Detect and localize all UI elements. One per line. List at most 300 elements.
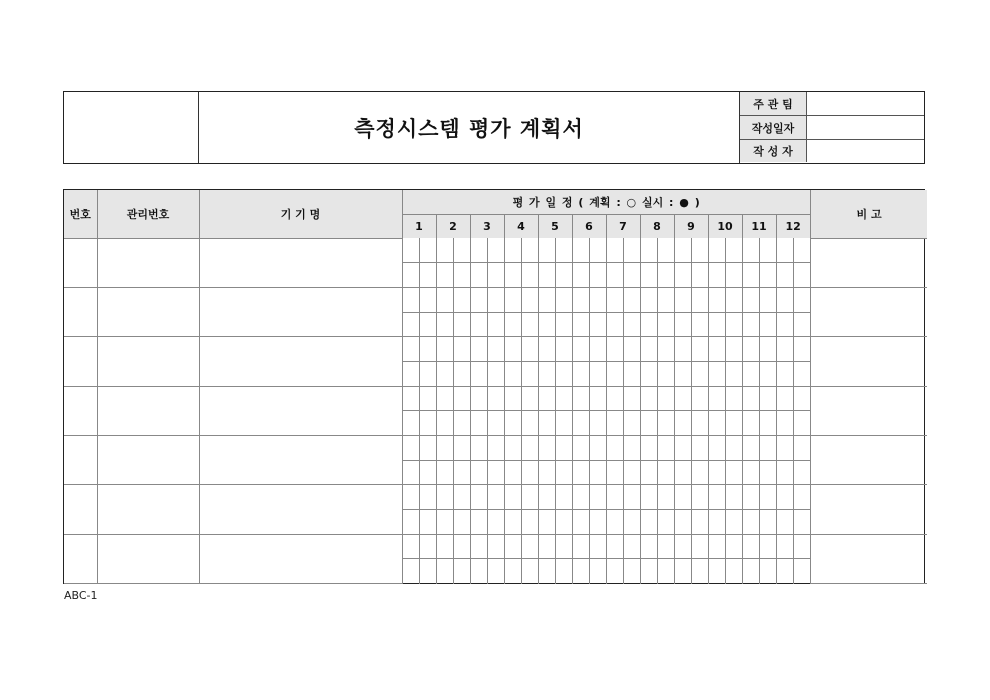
schedule-cell[interactable] (402, 337, 419, 362)
schedule-cell[interactable] (606, 287, 623, 312)
schedule-cell[interactable] (419, 263, 436, 288)
schedule-cell[interactable] (742, 559, 759, 584)
schedule-cell[interactable] (572, 510, 589, 535)
schedule-cell[interactable] (776, 386, 793, 411)
schedule-cell[interactable] (725, 287, 742, 312)
schedule-cell[interactable] (606, 559, 623, 584)
schedule-cell[interactable] (436, 510, 453, 535)
schedule-cell[interactable] (470, 386, 487, 411)
schedule-cell[interactable] (776, 534, 793, 559)
schedule-cell[interactable] (674, 485, 691, 510)
schedule-cell[interactable] (759, 436, 776, 461)
schedule-cell[interactable] (606, 510, 623, 535)
schedule-cell[interactable] (589, 411, 606, 436)
schedule-cell[interactable] (436, 559, 453, 584)
schedule-cell[interactable] (589, 510, 606, 535)
schedule-cell[interactable] (759, 485, 776, 510)
schedule-cell[interactable] (589, 436, 606, 461)
schedule-cell[interactable] (487, 411, 504, 436)
schedule-cell[interactable] (708, 312, 725, 337)
schedule-cell[interactable] (402, 287, 419, 312)
schedule-cell[interactable] (623, 312, 640, 337)
schedule-cell[interactable] (674, 361, 691, 386)
entry-instrument-cell[interactable] (199, 534, 402, 583)
schedule-cell[interactable] (589, 485, 606, 510)
entry-mgmt-no-cell[interactable] (97, 287, 199, 336)
schedule-cell[interactable] (759, 386, 776, 411)
schedule-cell[interactable] (742, 361, 759, 386)
schedule-cell[interactable] (759, 337, 776, 362)
schedule-cell[interactable] (691, 411, 708, 436)
schedule-cell[interactable] (725, 361, 742, 386)
schedule-cell[interactable] (623, 411, 640, 436)
schedule-cell[interactable] (793, 361, 810, 386)
schedule-cell[interactable] (572, 337, 589, 362)
schedule-cell[interactable] (657, 485, 674, 510)
schedule-cell[interactable] (708, 460, 725, 485)
schedule-cell[interactable] (572, 559, 589, 584)
schedule-cell[interactable] (725, 411, 742, 436)
schedule-cell[interactable] (453, 361, 470, 386)
schedule-cell[interactable] (640, 337, 657, 362)
schedule-cell[interactable] (793, 287, 810, 312)
schedule-cell[interactable] (572, 386, 589, 411)
schedule-cell[interactable] (657, 361, 674, 386)
schedule-cell[interactable] (538, 386, 555, 411)
schedule-cell[interactable] (793, 436, 810, 461)
entry-remarks-cell[interactable] (810, 534, 927, 583)
schedule-cell[interactable] (708, 559, 725, 584)
schedule-cell[interactable] (521, 337, 538, 362)
schedule-cell[interactable] (674, 460, 691, 485)
schedule-cell[interactable] (521, 559, 538, 584)
schedule-cell[interactable] (402, 510, 419, 535)
entry-instrument-cell[interactable] (199, 337, 402, 386)
schedule-cell[interactable] (504, 287, 521, 312)
schedule-cell[interactable] (555, 510, 572, 535)
schedule-cell[interactable] (742, 337, 759, 362)
schedule-cell[interactable] (538, 361, 555, 386)
schedule-cell[interactable] (419, 337, 436, 362)
schedule-cell[interactable] (555, 534, 572, 559)
schedule-cell[interactable] (759, 312, 776, 337)
schedule-cell[interactable] (623, 534, 640, 559)
schedule-cell[interactable] (793, 337, 810, 362)
schedule-cell[interactable] (759, 559, 776, 584)
schedule-cell[interactable] (708, 534, 725, 559)
schedule-cell[interactable] (589, 386, 606, 411)
schedule-cell[interactable] (674, 510, 691, 535)
schedule-cell[interactable] (589, 460, 606, 485)
schedule-cell[interactable] (640, 510, 657, 535)
schedule-cell[interactable] (623, 460, 640, 485)
schedule-cell[interactable] (657, 238, 674, 263)
schedule-cell[interactable] (470, 361, 487, 386)
schedule-cell[interactable] (776, 361, 793, 386)
schedule-cell[interactable] (640, 238, 657, 263)
schedule-cell[interactable] (555, 238, 572, 263)
schedule-cell[interactable] (487, 386, 504, 411)
schedule-cell[interactable] (793, 559, 810, 584)
schedule-cell[interactable] (487, 312, 504, 337)
schedule-cell[interactable] (708, 337, 725, 362)
entry-mgmt-no-cell[interactable] (97, 386, 199, 435)
schedule-cell[interactable] (436, 386, 453, 411)
schedule-cell[interactable] (640, 485, 657, 510)
schedule-cell[interactable] (708, 263, 725, 288)
entry-no-cell[interactable] (64, 287, 97, 336)
schedule-cell[interactable] (487, 337, 504, 362)
schedule-cell[interactable] (640, 287, 657, 312)
entry-mgmt-no-cell[interactable] (97, 337, 199, 386)
schedule-cell[interactable] (742, 386, 759, 411)
entry-no-cell[interactable] (64, 238, 97, 287)
schedule-cell[interactable] (759, 460, 776, 485)
schedule-cell[interactable] (504, 411, 521, 436)
schedule-cell[interactable] (436, 312, 453, 337)
entry-remarks-cell[interactable] (810, 287, 927, 336)
schedule-cell[interactable] (538, 287, 555, 312)
schedule-cell[interactable] (708, 361, 725, 386)
schedule-cell[interactable] (759, 263, 776, 288)
schedule-cell[interactable] (742, 238, 759, 263)
schedule-cell[interactable] (725, 534, 742, 559)
schedule-cell[interactable] (657, 559, 674, 584)
schedule-cell[interactable] (572, 312, 589, 337)
schedule-cell[interactable] (776, 263, 793, 288)
schedule-cell[interactable] (419, 534, 436, 559)
schedule-cell[interactable] (504, 386, 521, 411)
schedule-cell[interactable] (793, 263, 810, 288)
schedule-cell[interactable] (606, 411, 623, 436)
schedule-cell[interactable] (453, 485, 470, 510)
schedule-cell[interactable] (725, 436, 742, 461)
schedule-cell[interactable] (657, 263, 674, 288)
schedule-cell[interactable] (691, 510, 708, 535)
schedule-cell[interactable] (521, 460, 538, 485)
schedule-cell[interactable] (674, 337, 691, 362)
schedule-cell[interactable] (657, 312, 674, 337)
schedule-cell[interactable] (419, 361, 436, 386)
entry-instrument-cell[interactable] (199, 386, 402, 435)
schedule-cell[interactable] (470, 312, 487, 337)
schedule-cell[interactable] (504, 337, 521, 362)
schedule-cell[interactable] (606, 312, 623, 337)
schedule-cell[interactable] (555, 436, 572, 461)
schedule-cell[interactable] (521, 386, 538, 411)
schedule-cell[interactable] (674, 534, 691, 559)
schedule-cell[interactable] (776, 238, 793, 263)
schedule-cell[interactable] (521, 263, 538, 288)
entry-instrument-cell[interactable] (199, 485, 402, 534)
schedule-cell[interactable] (487, 361, 504, 386)
schedule-cell[interactable] (402, 263, 419, 288)
schedule-cell[interactable] (691, 312, 708, 337)
schedule-cell[interactable] (657, 460, 674, 485)
schedule-cell[interactable] (674, 263, 691, 288)
schedule-cell[interactable] (674, 238, 691, 263)
schedule-cell[interactable] (759, 534, 776, 559)
schedule-cell[interactable] (725, 559, 742, 584)
schedule-cell[interactable] (470, 534, 487, 559)
schedule-cell[interactable] (487, 559, 504, 584)
schedule-cell[interactable] (691, 485, 708, 510)
schedule-cell[interactable] (487, 436, 504, 461)
schedule-cell[interactable] (555, 263, 572, 288)
schedule-cell[interactable] (419, 312, 436, 337)
schedule-cell[interactable] (504, 263, 521, 288)
schedule-cell[interactable] (674, 386, 691, 411)
schedule-cell[interactable] (436, 238, 453, 263)
entry-mgmt-no-cell[interactable] (97, 485, 199, 534)
schedule-cell[interactable] (589, 559, 606, 584)
entry-no-cell[interactable] (64, 534, 97, 583)
schedule-cell[interactable] (521, 510, 538, 535)
approval-value-author[interactable] (807, 140, 924, 162)
schedule-cell[interactable] (572, 436, 589, 461)
schedule-cell[interactable] (538, 263, 555, 288)
schedule-cell[interactable] (402, 485, 419, 510)
schedule-cell[interactable] (657, 337, 674, 362)
schedule-cell[interactable] (453, 312, 470, 337)
schedule-cell[interactable] (453, 238, 470, 263)
schedule-cell[interactable] (521, 361, 538, 386)
schedule-cell[interactable] (657, 287, 674, 312)
schedule-cell[interactable] (640, 386, 657, 411)
schedule-cell[interactable] (436, 337, 453, 362)
schedule-cell[interactable] (538, 460, 555, 485)
schedule-cell[interactable] (538, 312, 555, 337)
schedule-cell[interactable] (402, 238, 419, 263)
schedule-cell[interactable] (708, 238, 725, 263)
entry-remarks-cell[interactable] (810, 337, 927, 386)
schedule-cell[interactable] (725, 263, 742, 288)
schedule-cell[interactable] (657, 510, 674, 535)
entry-mgmt-no-cell[interactable] (97, 436, 199, 485)
schedule-cell[interactable] (572, 485, 589, 510)
schedule-cell[interactable] (453, 263, 470, 288)
schedule-cell[interactable] (623, 287, 640, 312)
schedule-cell[interactable] (623, 510, 640, 535)
schedule-cell[interactable] (572, 238, 589, 263)
entry-no-cell[interactable] (64, 485, 97, 534)
schedule-cell[interactable] (436, 534, 453, 559)
schedule-cell[interactable] (589, 534, 606, 559)
schedule-cell[interactable] (470, 460, 487, 485)
schedule-cell[interactable] (606, 238, 623, 263)
entry-instrument-cell[interactable] (199, 287, 402, 336)
schedule-cell[interactable] (725, 510, 742, 535)
schedule-cell[interactable] (691, 436, 708, 461)
schedule-cell[interactable] (793, 460, 810, 485)
schedule-cell[interactable] (572, 287, 589, 312)
entry-remarks-cell[interactable] (810, 436, 927, 485)
schedule-cell[interactable] (691, 287, 708, 312)
schedule-cell[interactable] (793, 485, 810, 510)
entry-remarks-cell[interactable] (810, 485, 927, 534)
schedule-cell[interactable] (555, 312, 572, 337)
entry-mgmt-no-cell[interactable] (97, 534, 199, 583)
schedule-cell[interactable] (589, 287, 606, 312)
schedule-cell[interactable] (793, 386, 810, 411)
schedule-cell[interactable] (436, 485, 453, 510)
schedule-cell[interactable] (504, 361, 521, 386)
schedule-cell[interactable] (504, 460, 521, 485)
schedule-cell[interactable] (776, 559, 793, 584)
schedule-cell[interactable] (436, 263, 453, 288)
schedule-cell[interactable] (419, 510, 436, 535)
schedule-cell[interactable] (419, 460, 436, 485)
schedule-cell[interactable] (691, 386, 708, 411)
schedule-cell[interactable] (623, 263, 640, 288)
schedule-cell[interactable] (725, 238, 742, 263)
schedule-cell[interactable] (504, 436, 521, 461)
schedule-cell[interactable] (572, 263, 589, 288)
schedule-cell[interactable] (538, 436, 555, 461)
entry-no-cell[interactable] (64, 386, 97, 435)
schedule-cell[interactable] (776, 485, 793, 510)
schedule-cell[interactable] (555, 287, 572, 312)
approval-value-date[interactable] (807, 116, 924, 139)
schedule-cell[interactable] (640, 436, 657, 461)
schedule-cell[interactable] (436, 411, 453, 436)
schedule-cell[interactable] (487, 510, 504, 535)
schedule-cell[interactable] (674, 287, 691, 312)
schedule-cell[interactable] (470, 510, 487, 535)
schedule-cell[interactable] (725, 337, 742, 362)
schedule-cell[interactable] (657, 386, 674, 411)
schedule-cell[interactable] (402, 460, 419, 485)
schedule-cell[interactable] (623, 559, 640, 584)
schedule-cell[interactable] (521, 411, 538, 436)
schedule-cell[interactable] (640, 534, 657, 559)
schedule-cell[interactable] (742, 436, 759, 461)
schedule-cell[interactable] (657, 411, 674, 436)
schedule-cell[interactable] (708, 411, 725, 436)
entry-instrument-cell[interactable] (199, 238, 402, 287)
schedule-cell[interactable] (402, 312, 419, 337)
schedule-cell[interactable] (742, 411, 759, 436)
entry-no-cell[interactable] (64, 436, 97, 485)
schedule-cell[interactable] (419, 559, 436, 584)
schedule-cell[interactable] (606, 361, 623, 386)
schedule-cell[interactable] (453, 510, 470, 535)
schedule-cell[interactable] (725, 460, 742, 485)
schedule-cell[interactable] (504, 559, 521, 584)
schedule-cell[interactable] (623, 361, 640, 386)
schedule-cell[interactable] (521, 485, 538, 510)
schedule-cell[interactable] (776, 460, 793, 485)
schedule-cell[interactable] (657, 436, 674, 461)
schedule-cell[interactable] (555, 411, 572, 436)
schedule-cell[interactable] (674, 411, 691, 436)
schedule-cell[interactable] (691, 534, 708, 559)
schedule-cell[interactable] (742, 460, 759, 485)
schedule-cell[interactable] (623, 238, 640, 263)
schedule-cell[interactable] (419, 411, 436, 436)
schedule-cell[interactable] (759, 287, 776, 312)
schedule-cell[interactable] (572, 460, 589, 485)
schedule-cell[interactable] (487, 238, 504, 263)
schedule-cell[interactable] (453, 460, 470, 485)
schedule-cell[interactable] (606, 337, 623, 362)
schedule-cell[interactable] (470, 436, 487, 461)
schedule-cell[interactable] (708, 386, 725, 411)
schedule-cell[interactable] (742, 485, 759, 510)
schedule-cell[interactable] (793, 510, 810, 535)
schedule-cell[interactable] (538, 238, 555, 263)
schedule-cell[interactable] (606, 436, 623, 461)
schedule-cell[interactable] (504, 510, 521, 535)
schedule-cell[interactable] (521, 287, 538, 312)
schedule-cell[interactable] (538, 411, 555, 436)
schedule-cell[interactable] (470, 238, 487, 263)
schedule-cell[interactable] (691, 559, 708, 584)
entry-instrument-cell[interactable] (199, 436, 402, 485)
schedule-cell[interactable] (776, 510, 793, 535)
schedule-cell[interactable] (640, 312, 657, 337)
schedule-cell[interactable] (453, 534, 470, 559)
schedule-cell[interactable] (640, 559, 657, 584)
schedule-cell[interactable] (521, 238, 538, 263)
schedule-cell[interactable] (691, 460, 708, 485)
schedule-cell[interactable] (742, 287, 759, 312)
schedule-cell[interactable] (623, 485, 640, 510)
schedule-cell[interactable] (640, 460, 657, 485)
schedule-cell[interactable] (793, 312, 810, 337)
schedule-cell[interactable] (793, 238, 810, 263)
schedule-cell[interactable] (487, 287, 504, 312)
schedule-cell[interactable] (538, 559, 555, 584)
schedule-cell[interactable] (606, 263, 623, 288)
schedule-cell[interactable] (725, 386, 742, 411)
schedule-cell[interactable] (487, 534, 504, 559)
schedule-cell[interactable] (725, 485, 742, 510)
schedule-cell[interactable] (623, 386, 640, 411)
schedule-cell[interactable] (436, 287, 453, 312)
entry-no-cell[interactable] (64, 337, 97, 386)
schedule-cell[interactable] (419, 436, 436, 461)
schedule-cell[interactable] (725, 312, 742, 337)
schedule-cell[interactable] (623, 337, 640, 362)
schedule-cell[interactable] (708, 485, 725, 510)
schedule-cell[interactable] (776, 312, 793, 337)
schedule-cell[interactable] (657, 534, 674, 559)
schedule-cell[interactable] (453, 559, 470, 584)
schedule-cell[interactable] (538, 485, 555, 510)
schedule-cell[interactable] (504, 485, 521, 510)
schedule-cell[interactable] (776, 411, 793, 436)
schedule-cell[interactable] (419, 485, 436, 510)
schedule-cell[interactable] (759, 361, 776, 386)
schedule-cell[interactable] (742, 534, 759, 559)
schedule-cell[interactable] (402, 411, 419, 436)
schedule-cell[interactable] (691, 238, 708, 263)
schedule-cell[interactable] (640, 411, 657, 436)
schedule-cell[interactable] (555, 485, 572, 510)
schedule-cell[interactable] (487, 460, 504, 485)
schedule-cell[interactable] (759, 238, 776, 263)
entry-mgmt-no-cell[interactable] (97, 238, 199, 287)
schedule-cell[interactable] (640, 361, 657, 386)
schedule-cell[interactable] (504, 238, 521, 263)
schedule-cell[interactable] (589, 361, 606, 386)
schedule-cell[interactable] (436, 460, 453, 485)
schedule-cell[interactable] (453, 287, 470, 312)
schedule-cell[interactable] (708, 436, 725, 461)
schedule-cell[interactable] (793, 534, 810, 559)
schedule-cell[interactable] (419, 386, 436, 411)
